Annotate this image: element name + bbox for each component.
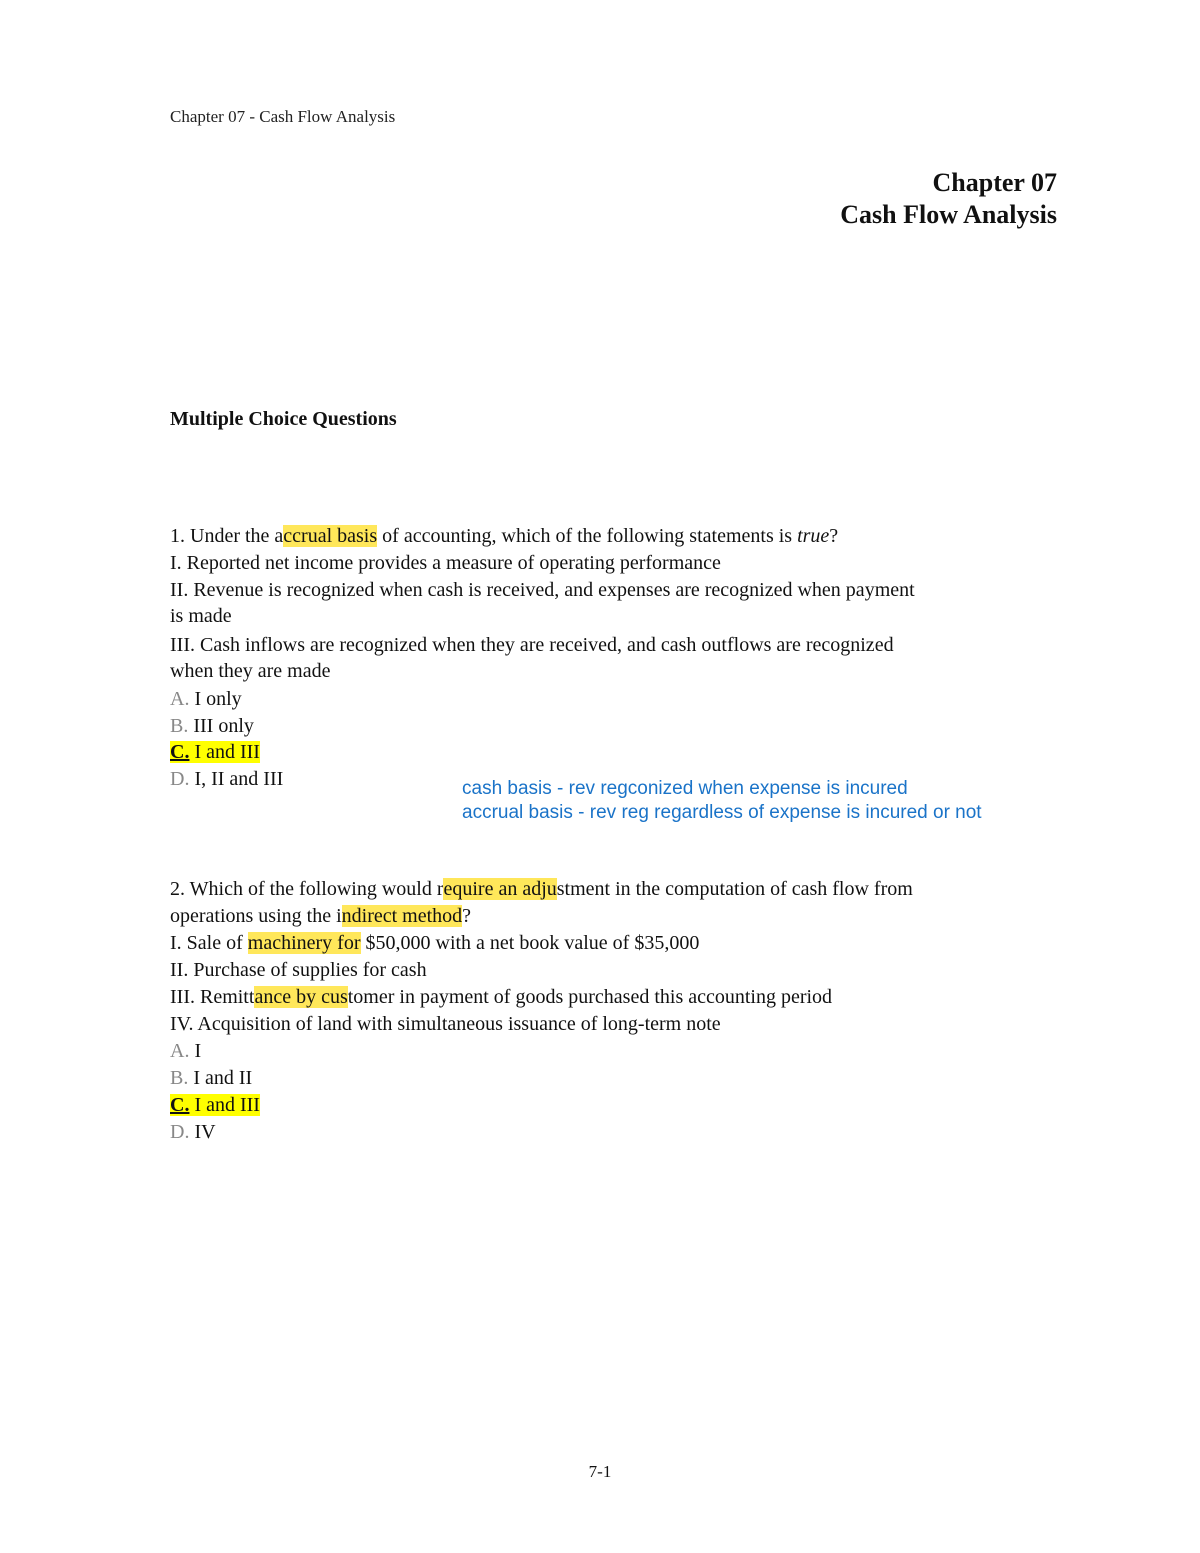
option-letter: A. [170,1040,190,1062]
question-1-stem [170,523,838,549]
option-text: I and III [189,741,260,763]
statement-text: tomer in payment of goods purchased this accounting period [347,986,833,1008]
option-text: I only [189,688,242,710]
option-text: III only [188,715,254,737]
q2-stem-text: ? [462,905,472,927]
annotation-note-2: accrual basis - rev reg regardless of expense is incured or not [462,802,982,823]
q1-stem-text: 1. Under the a [170,525,284,547]
q1-option-d[interactable] [170,766,283,792]
option-letter: A. [170,688,190,710]
q2-option-a[interactable] [170,1038,201,1064]
statement-text: $50,000 with a net book value of $35,000 [360,932,700,954]
q2-highlight: machinery for [247,932,361,954]
q2-option-c-correct[interactable] [170,1092,260,1118]
q2-highlight: ndirect method [341,905,463,927]
option-letter: B. [170,1067,189,1089]
q1-stem-text: ? [829,525,839,547]
q1-statement-2: II. Revenue is recognized when cash is received, and expenses are recognized when payment [170,579,915,601]
option-letter: C. [170,741,190,763]
q1-option-a[interactable] [170,686,242,712]
section-heading: Multiple Choice Questions [170,408,397,430]
q1-statement-2-cont: is made [170,605,232,627]
option-text: IV [189,1121,216,1143]
option-text: I and II [188,1067,253,1089]
chapter-subtitle: Cash Flow Analysis [840,200,1057,229]
q2-statement-2: II. Purchase of supplies for cash [170,959,427,981]
q2-statement-3 [170,984,832,1010]
question-2-stem-cont [170,903,471,929]
q1-emphasis: true [797,525,830,547]
q1-statement-3-cont: when they are made [170,660,331,682]
q2-stem-text: operations using the i [170,905,342,927]
option-letter: B. [170,715,189,737]
option-letter: D. [170,1121,190,1143]
q2-stem-text: 2. Which of the following would r [170,878,444,900]
q1-option-c-correct[interactable] [170,739,260,765]
q1-statement-1: I. Reported net income provides a measure of operating performance [170,552,721,574]
statement-text: III. Remitt [170,986,255,1008]
option-letter: D. [170,768,190,790]
q2-statement-4: IV. Acquisition of land with simultaneous issuance of long-term note [170,1013,721,1035]
page-number: 7-1 [588,1462,612,1481]
option-text: I and III [189,1094,260,1116]
annotation-note-1: cash basis - rev regconized when expense is incured [462,778,908,799]
question-2-stem [170,876,913,902]
q2-statement-1 [170,930,699,956]
option-letter: C. [170,1094,190,1116]
q1-option-b[interactable] [170,713,254,739]
q2-option-d[interactable] [170,1119,216,1145]
statement-text: I. Sale of [170,932,248,954]
option-text: I, II and III [189,768,284,790]
q1-highlight: ccrual basis [283,525,378,547]
q1-stem-text: of accounting, which of the following statements is [377,525,798,547]
running-header: Chapter 07 - Cash Flow Analysis [170,107,396,126]
q2-option-b[interactable] [170,1065,252,1091]
q1-statement-3: III. Cash inflows are recognized when they are received, and cash outflows are recognized [170,634,894,656]
q2-stem-text: stment in the computation of cash flow from [556,878,913,900]
chapter-title: Chapter 07 [932,168,1057,197]
q2-highlight: equire an adju [443,878,557,900]
option-text: I [189,1040,202,1062]
q2-highlight: ance by cus [254,986,348,1008]
